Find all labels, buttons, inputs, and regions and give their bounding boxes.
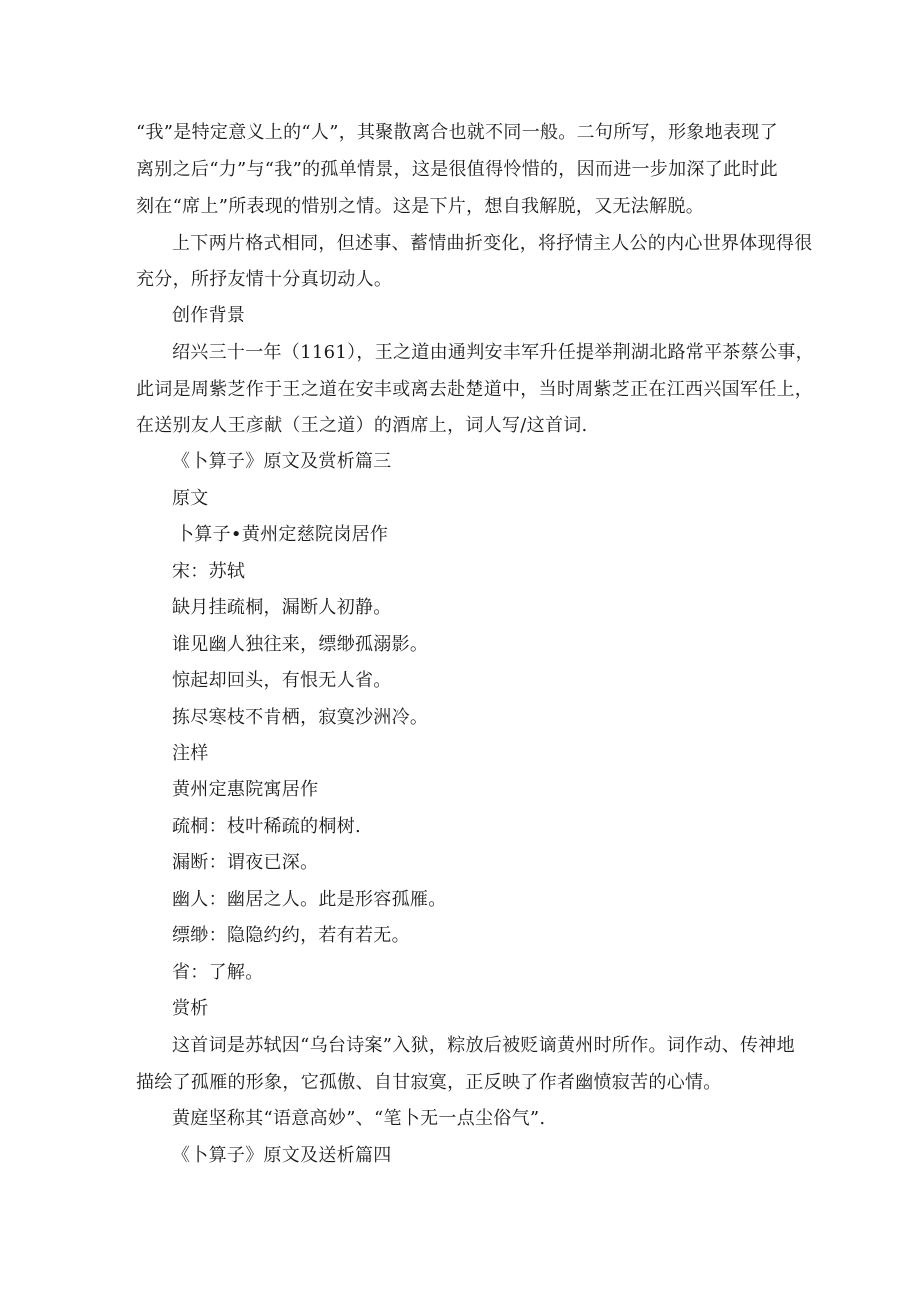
poem-line: 缺月挂疏桐，漏断人初静。 [172, 597, 392, 618]
poem-line: 谁见幽人独往来，缥缈孤溺影。 [172, 634, 429, 655]
heading-background: 创作背景 [172, 305, 246, 326]
paragraph-line: 描绘了孤雁的形象，它孤傲、自甘寂寞，正反映了作者幽愤寂苦的心情。 [136, 1072, 722, 1093]
heading-notes: 注样 [172, 743, 209, 764]
note-line: 幽人：幽居之人。此是形容孤雁。 [172, 889, 447, 910]
paragraph-line: 上下两片格式相同，但述事、蓄情曲折变化，将抒情主人公的内心世界体现得很 [172, 233, 813, 254]
heading-appreciation: 赏析 [172, 998, 209, 1019]
poem-title: 卜算子•黄州定慈院岗居作 [176, 524, 389, 545]
paragraph-line: 此词是周紫芝作于王之道在安丰或离去赴楚道中，当时周紫芝正在江西兴国军任上， [136, 379, 814, 400]
note-line: 缥缈：隐隐约约，若有若无。 [172, 925, 410, 946]
paragraph-line: 绍兴三十一年（1161），王之道由通判安丰军升任提举荆湖北路常平茶蔡公事， [172, 342, 814, 363]
poem-line: 惊起却回头，有恨无人省。 [172, 670, 392, 691]
heading-original: 原文 [172, 488, 209, 509]
note-line: 黄州定惠院寓居作 [172, 779, 319, 800]
section-title: 《卜算子》原文及送析篇四 [172, 1145, 392, 1166]
paragraph-line: 这首词是苏轼因“乌台诗案”入狱，粽放后被贬谪黄州时所作。词作动、传神地 [172, 1035, 795, 1056]
paragraph-line: 刻在“席上”所表现的惜别之情。这是下片，想自我解脱，又无法解脱。 [136, 196, 705, 217]
poem-line: 拣尽寒枝不肯栖，寂寞沙洲冷。 [172, 707, 429, 728]
poem-author: 宋：苏轼 [172, 561, 246, 582]
note-line: 省：了解。 [172, 962, 264, 983]
note-line: 漏断：谓夜已深。 [172, 852, 319, 873]
paragraph-line: 黄庭坚称其“语意高妙”、“笔卜无一点尘俗气”. [172, 1108, 546, 1129]
paragraph-line: 离别之后“力”与“我”的孤单情景，这是很值得怜惜的，因而进一步加深了此时此 [136, 159, 778, 180]
section-title: 《卜算子》原文及赏析篇三 [172, 451, 392, 472]
paragraph-line: 在送别友人王彦献（王之道）的酒席上，词人写/这首词. [136, 415, 588, 436]
paragraph-line: “我”是特定意义上的“人”，其聚散离合也就不同一般。二句所写，形象地表现了 [136, 122, 778, 143]
paragraph-line: 充分，所抒友情十分真切动人。 [136, 269, 393, 290]
note-line: 疏桐：枝叶稀疏的桐树. [172, 816, 362, 837]
